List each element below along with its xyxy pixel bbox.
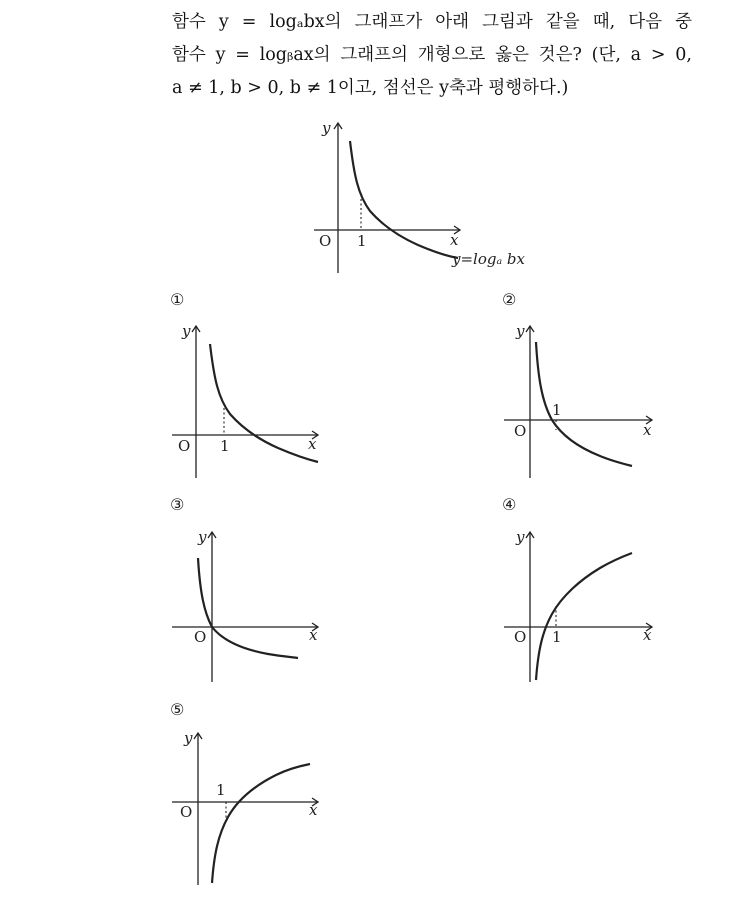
choice-3-number[interactable]: ③ xyxy=(170,495,185,514)
choice-2-curve xyxy=(536,342,632,466)
main-y-label: y xyxy=(322,119,331,137)
main-graph xyxy=(300,115,550,280)
choice-3-graph[interactable] xyxy=(168,522,338,687)
choice-4-number[interactable]: ④ xyxy=(502,495,517,514)
main-tick-label: 1 xyxy=(357,232,367,250)
choice-4-origin-label: O xyxy=(514,628,527,646)
choice-2-number[interactable]: ② xyxy=(502,290,517,309)
choice-1-y-label: y xyxy=(182,322,191,340)
choice-2-y-label: y xyxy=(516,322,525,340)
choice-5-tick-label: 1 xyxy=(216,781,226,799)
choice-2-x-label: x xyxy=(643,421,652,439)
choice-2-tick-label: 1 xyxy=(552,401,562,419)
main-origin-label: O xyxy=(319,232,332,250)
choice-4-curve xyxy=(536,553,632,680)
choice-4-graph[interactable] xyxy=(500,522,670,687)
choice-2-origin-label: O xyxy=(514,422,527,440)
choice-3-y-label: y xyxy=(198,528,207,546)
main-x-label: x xyxy=(450,231,459,249)
choice-4-x-label: x xyxy=(643,626,652,644)
main-curve-label: y=logₐ bx xyxy=(452,250,525,268)
choice-3-curve xyxy=(198,558,298,658)
choice-1-origin-label: O xyxy=(178,437,191,455)
choice-4-tick-label: 1 xyxy=(552,628,562,646)
choice-5-graph[interactable] xyxy=(168,725,338,890)
choice-5-x-label: x xyxy=(309,801,318,819)
choice-5-y-label: y xyxy=(184,729,193,747)
choice-2-graph[interactable] xyxy=(500,318,670,483)
question-line-2: 함수 y = logᵦax의 그래프의 개형으로 옳은 것은? (단, a > 0, xyxy=(172,45,692,65)
question-line-3: a ≠ 1, b > 0, b ≠ 1이고, 점선은 y축과 평행하다.) xyxy=(172,78,569,98)
question-line-1: 함수 y = logₐbx의 그래프가 아래 그림과 같을 때, 다음 중 xyxy=(172,12,692,32)
choice-5-number[interactable]: ⑤ xyxy=(170,700,185,719)
question-text xyxy=(172,6,692,105)
choice-5-curve xyxy=(212,764,310,883)
choice-3-origin-label: O xyxy=(194,628,207,646)
choice-1-number[interactable]: ① xyxy=(170,290,185,309)
choice-1-graph[interactable] xyxy=(168,318,338,483)
choice-5-origin-label: O xyxy=(180,803,193,821)
choice-4-y-label: y xyxy=(516,528,525,546)
choice-1-tick-label: 1 xyxy=(220,437,230,455)
choice-1-x-label: x xyxy=(308,435,317,453)
choice-3-x-label: x xyxy=(309,626,318,644)
